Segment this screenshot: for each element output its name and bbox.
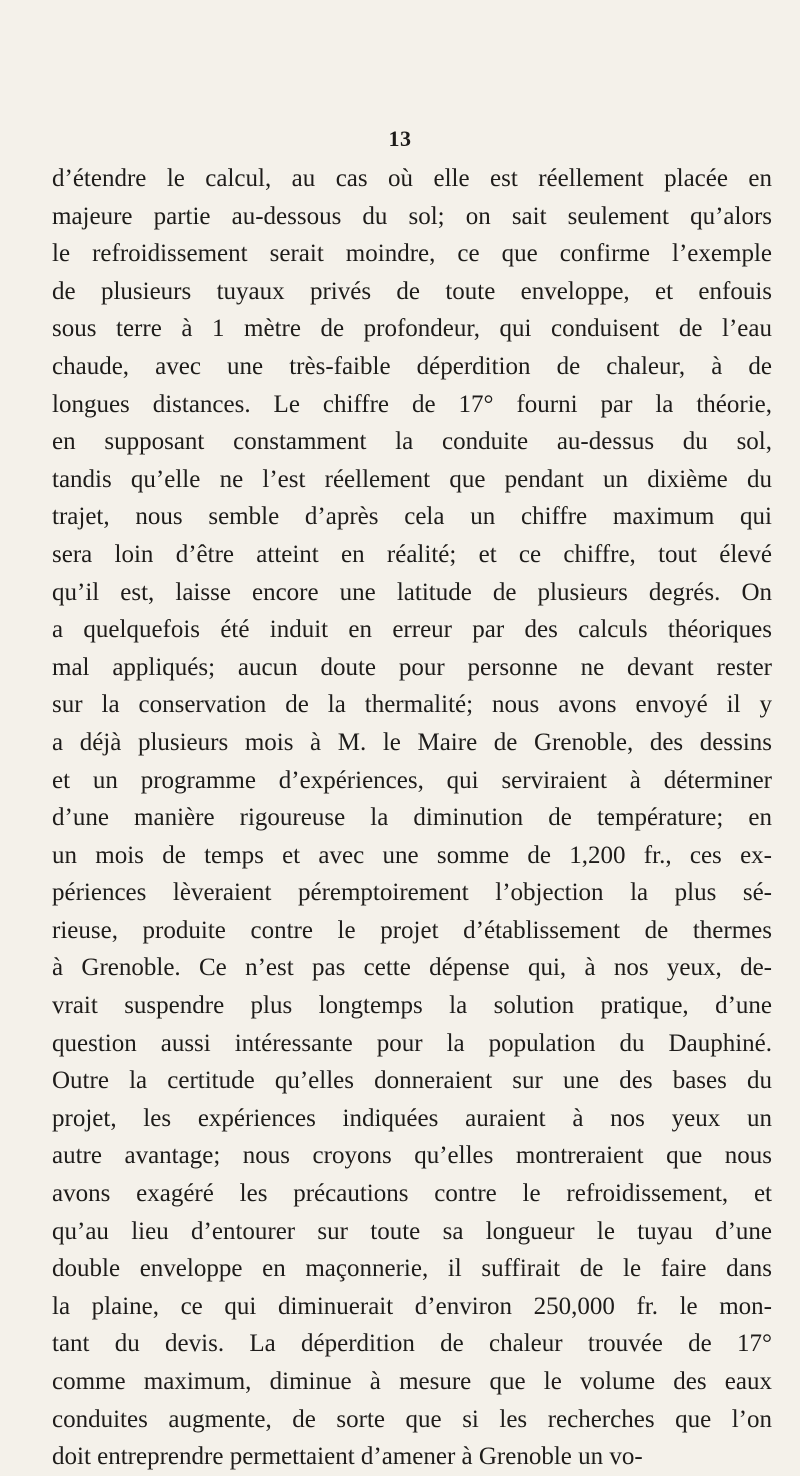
text-line-3: le refroidissement serait moindre, ce que confirme l’exemple <box>52 240 772 268</box>
text-line-12: qu’il est, laisse encore une latitude de plusieurs degrés. On <box>52 578 772 606</box>
text-line-14: mal appliqués; aucun doute pour personne ne devant rester <box>52 653 772 681</box>
text-line-13: a quelquefois été induit en erreur par des calculs théoriques <box>52 616 772 644</box>
text-line-34: conduites augmente, de sorte que si les recherches que l’on <box>52 1405 772 1433</box>
text-line-20: périences lèveraient péremptoirement l’objection la plus sé- <box>52 879 772 907</box>
text-line-8: en supposant constamment la conduite au-dessus du sol, <box>52 428 772 456</box>
text-line-29: qu’au lieu d’entourer sur toute sa longueur le tuyau d’une <box>52 1217 772 1245</box>
text-line-4: de plusieurs tuyaux privés de toute enveloppe, et enfouis <box>52 277 772 305</box>
text-line-27: autre avantage; nous croyons qu’elles montreraient que nous <box>52 1142 772 1170</box>
text-line-21: rieuse, produite contre le projet d’établissement de thermes <box>52 916 772 944</box>
text-line-6: chaude, avec une très-faible déperdition de chaleur, à de <box>52 352 772 380</box>
text-line-17: et un programme d’expériences, qui serviraient à déterminer <box>52 766 772 794</box>
text-line-24: question aussi intéressante pour la population du Dauphiné. <box>52 1029 772 1057</box>
text-line-25: Outre la certitude qu’elles donneraient sur une des bases du <box>52 1067 772 1095</box>
text-line-15: sur la conservation de la thermalité; nous avons envoyé il y <box>52 691 772 719</box>
text-line-28: avons exagéré les précautions contre le refroidissement, et <box>52 1180 772 1208</box>
text-line-19: un mois de temps et avec une somme de 1,200 fr., ces ex- <box>52 841 772 869</box>
text-line-10: trajet, nous semble d’après cela un chiffre maximum qui <box>52 503 772 531</box>
text-line-35: doit entreprendre permettaient d’amener à Grenoble un vo- <box>52 1443 643 1471</box>
text-line-30: double enveloppe en maçonnerie, il suffirait de le faire dans <box>52 1255 772 1283</box>
text-line-22: à Grenoble. Ce n’est pas cette dépense qui, à nos yeux, de- <box>52 954 772 982</box>
text-line-1: d’étendre le calcul, au cas où elle est réellement placée en <box>52 165 772 192</box>
text-line-2: majeure partie au-dessous du sol; on sait seulement qu’alors <box>52 202 772 230</box>
text-line-5: sous terre à 1 mètre de profondeur, qui conduisent de l’eau <box>52 315 772 343</box>
page-number: 13 <box>388 126 412 151</box>
text-line-7: longues distances. Le chiffre de 17° fourni par la théorie, <box>52 390 772 418</box>
text-line-23: vrait suspendre plus longtemps la solution pratique, d’une <box>52 992 772 1020</box>
body-text <box>52 160 772 1476</box>
text-line-16: a déjà plusieurs mois à M. le Maire de Grenoble, des dessins <box>52 728 772 756</box>
text-line-11: sera loin d’être atteint en réalité; et ce chiffre, tout élevé <box>52 540 772 568</box>
text-line-31: la plaine, ce qui diminuerait d’environ 250,000 fr. le mon- <box>52 1292 772 1320</box>
text-line-33: comme maximum, diminue à mesure que le volume des eaux <box>52 1368 772 1395</box>
text-line-26: projet, les expériences indiquées auraient à nos yeux un <box>52 1104 772 1132</box>
text-line-18: d’une manière rigoureuse la diminution de température; en <box>52 804 772 832</box>
text-line-9: tandis qu’elle ne l’est réellement que pendant un dixième du <box>52 465 772 493</box>
text-line-32: tant du devis. La déperdition de chaleur trouvée de 17° <box>52 1330 772 1358</box>
